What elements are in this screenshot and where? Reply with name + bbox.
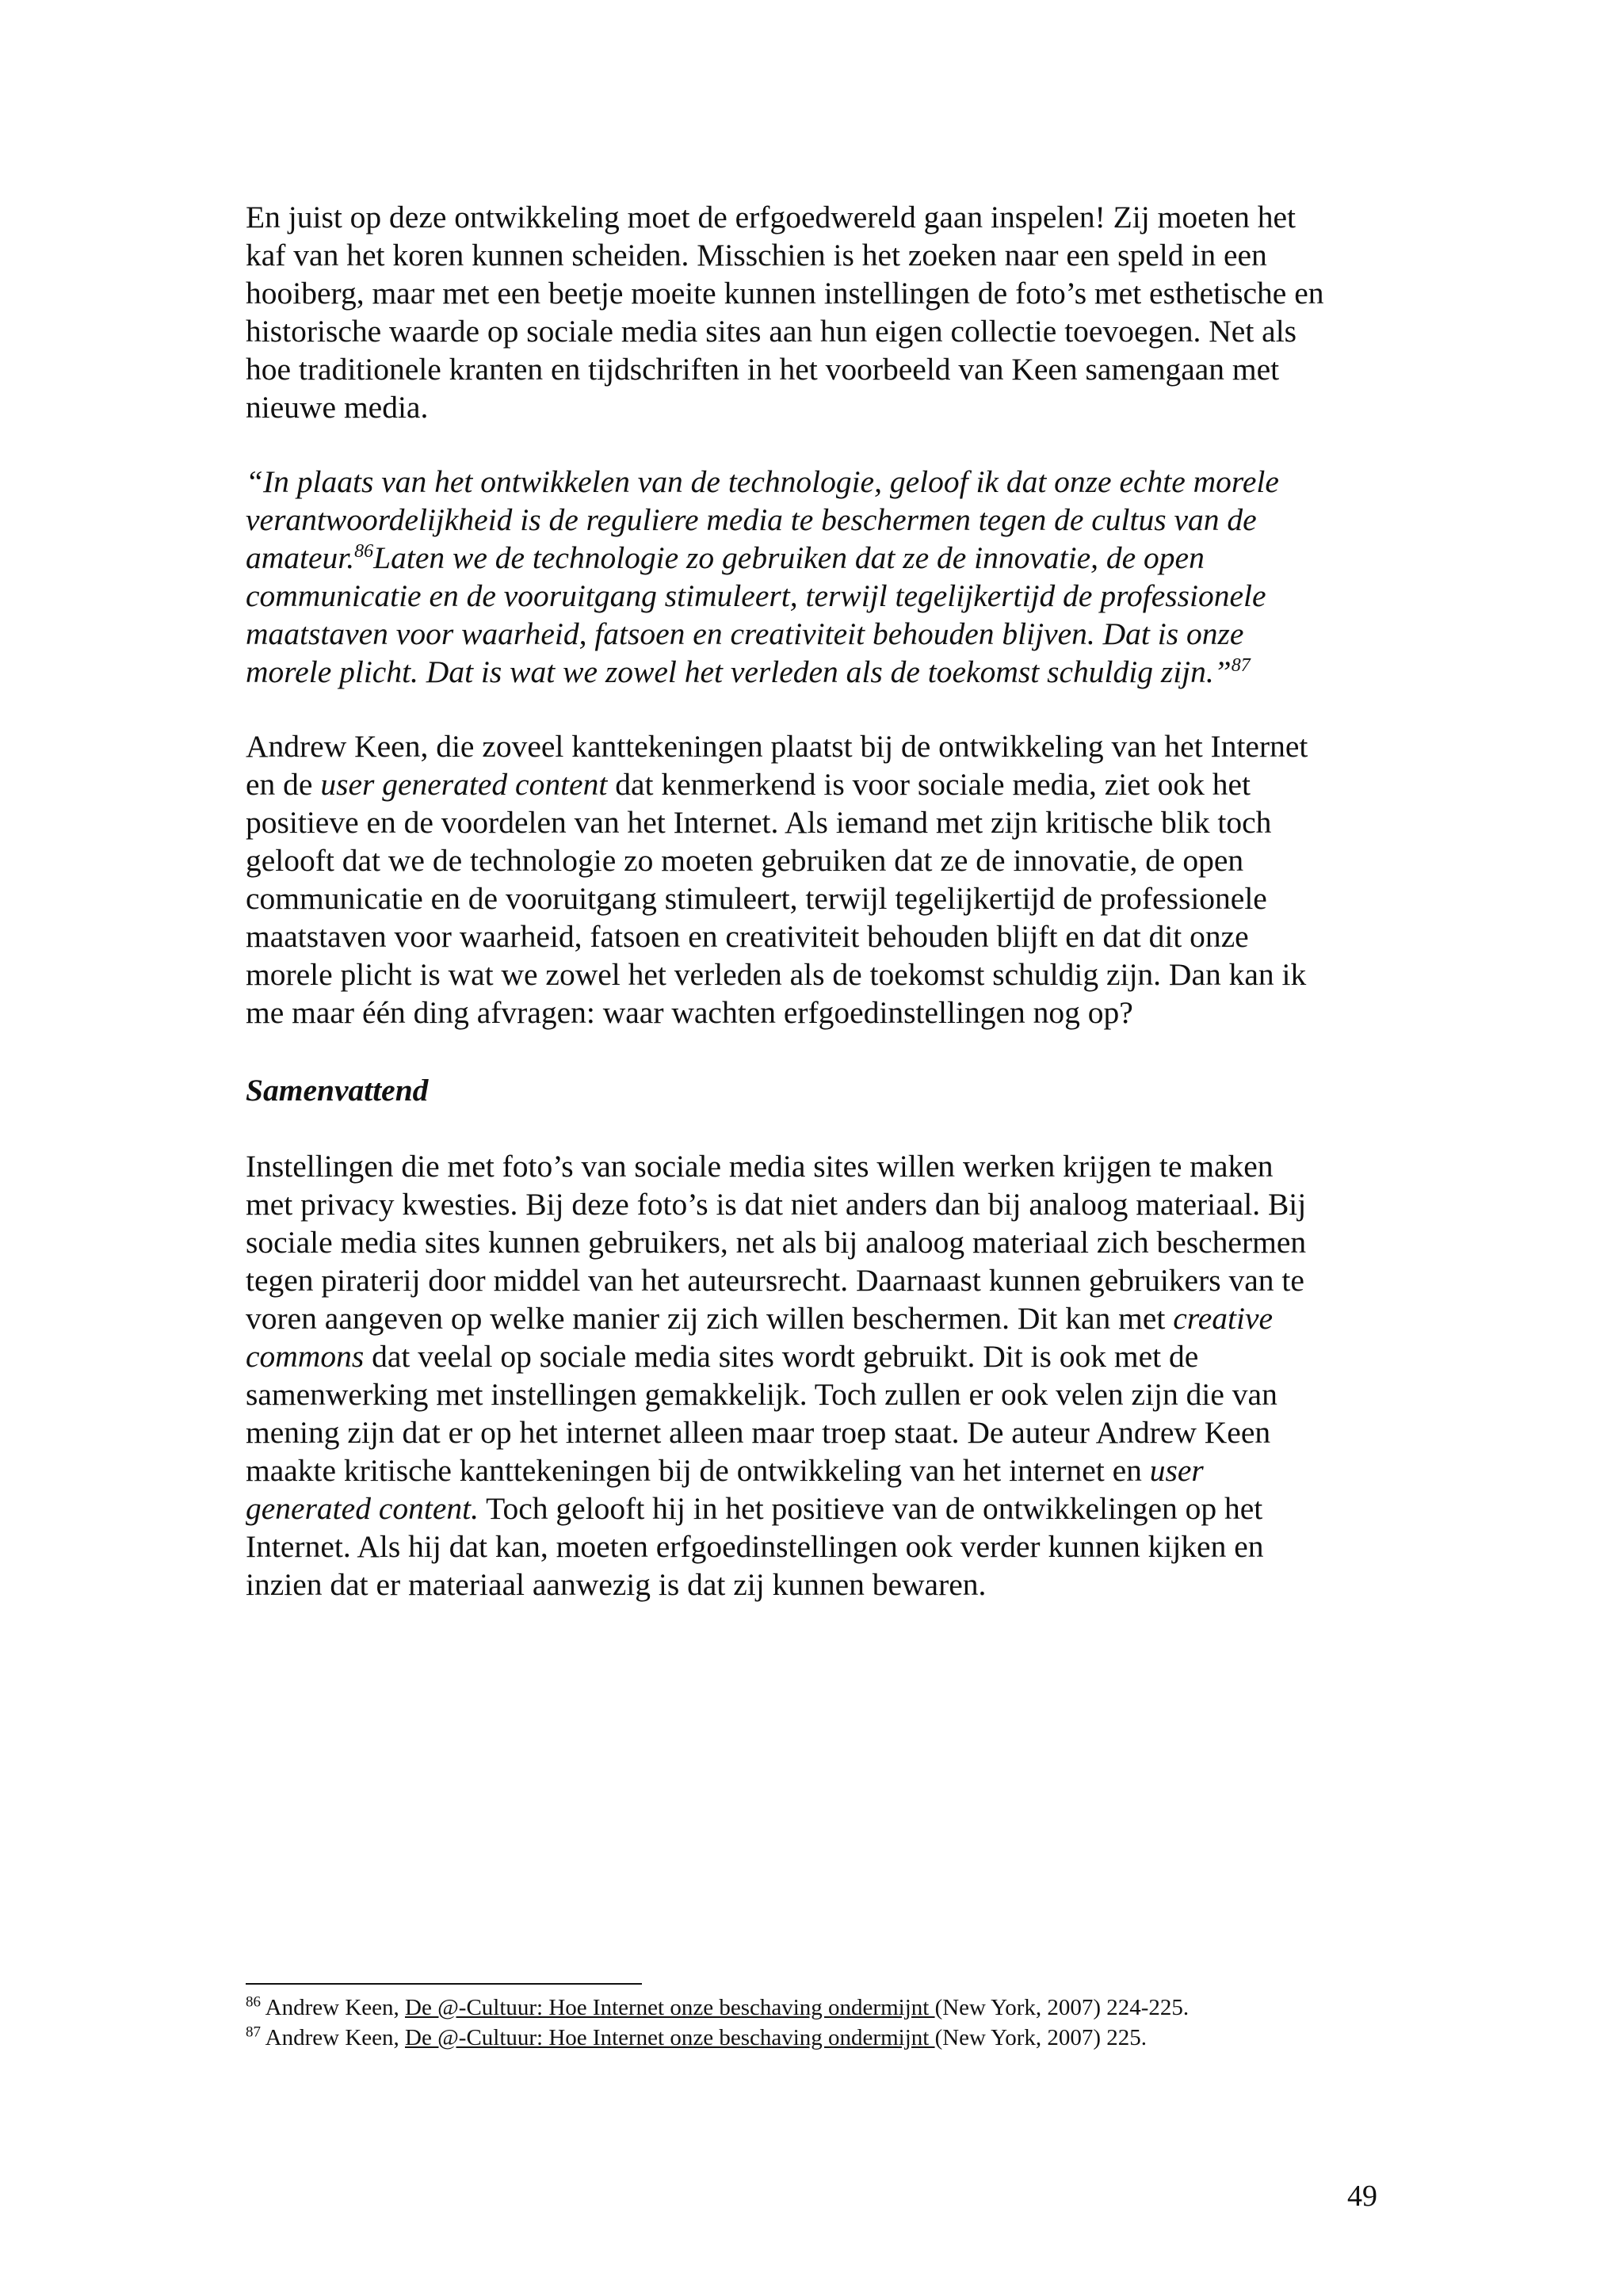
text-line [246,765,1395,803]
footnote-ref-87: 87 [1231,654,1251,676]
footnote-number: 86 [246,1993,261,2011]
text-line: Internet. Als hij dat kan, moeten erfgoedinstellingen ook verder kunnen kijken en [246,1529,1264,1564]
text-run: dat veelal op sociale media sites wordt gebruikt. Dit is ook met de [364,1339,1199,1374]
quote-line [246,653,1395,691]
footnote-separator [246,1983,642,1985]
emphasis-text: creative [1173,1301,1274,1336]
text-line: maatstaven voor waarheid, fatsoen en creativiteit behouden blijft en dat dit onze [246,919,1249,954]
footnote-author: Andrew Keen, [261,2025,406,2050]
quote-line [246,539,1395,577]
text-line: historische waarde op sociale media sites aan hun eigen collectie toevoegen. Net als [246,314,1297,349]
text-line: mening zijn dat er op het internet alleen maar troep staat. De auteur Andrew Keen [246,1415,1271,1450]
text-line: Instellingen die met foto’s van sociale media sites willen werken krijgen te maken [246,1149,1274,1184]
paragraph-intro [246,198,1395,426]
text-line [246,1489,1395,1527]
section-heading: Samenvattend [246,1073,429,1108]
quote-text: morele plicht. Dat is wat we zowel het verleden als de toekomst schuldig zijn.” [246,654,1232,689]
footnote-publication: (New York, 2007) 224-225. [934,1995,1190,2020]
text-line: me maar één ding afvragen: waar wachten erfgoedinstellingen nog op? [246,995,1133,1030]
text-line [246,1451,1395,1489]
text-line: positieve en de voordelen van het Internet. Als iemand met zijn kritische blik toch [246,805,1272,840]
text-line: met privacy kwesties. Bij deze foto’s is dat niet anders dan bij analoog materiaal. Bij [246,1187,1307,1222]
footnote-book-title: De @-Cultuur: Hoe Internet onze beschaving ondermijnt [405,1995,935,2020]
text-line: sociale media sites kunnen gebruikers, net als bij analoog materiaal zich beschermen [246,1225,1307,1260]
footnote-book-title: De @-Cultuur: Hoe Internet onze beschaving ondermijnt [405,2025,935,2050]
footnote-ref-86: 86 [354,540,374,562]
footnote-number: 87 [246,2023,261,2041]
quote-line: communicatie en de vooruitgang stimuleert, terwijl tegelijkertijd de professionele [246,578,1266,613]
quote-text: Laten we de technologie zo gebruiken dat ze de innovatie, de open [373,540,1205,575]
text-line: morele plicht is wat we zowel het verleden als de toekomst schuldig zijn. Dan kan ik [246,957,1307,992]
text-line: hoe traditionele kranten en tijdschriften in het voorbeeld van Keen samengaan met [246,352,1280,387]
quote-text: amateur. [246,540,355,575]
emphasis-text: generated content. [246,1491,479,1526]
footnotes [246,1993,1189,2053]
text-line [246,1299,1395,1337]
text-line: inzien dat er materiaal aanwezig is dat zij kunnen bewaren. [246,1567,987,1602]
block-quote [246,463,1395,691]
footnote-author: Andrew Keen, [261,1995,406,2020]
quote-line: maatstaven voor waarheid, fatsoen en creativiteit behouden blijven. Dat is onze [246,616,1244,651]
footnote-87 [246,2023,1189,2053]
text-run: en de [246,767,321,802]
paragraph-keen [246,727,1395,1032]
footnote-86 [246,1993,1189,2023]
text-run: voren aangeven op welke manier zij zich willen beschermen. Dit kan met [246,1301,1174,1336]
text-line: hooiberg, maar met een beetje moeite kunnen instellingen de foto’s met esthetische en [246,276,1324,311]
text-line: gelooft dat we de technologie zo moeten gebruiken dat ze de innovatie, de open [246,843,1244,878]
page-number: 49 [1347,2180,1377,2213]
quote-line: “In plaats van het ontwikkelen van de technologie, geloof ik dat onze echte morele [246,464,1279,499]
quote-line: verantwoordelijkheid is de reguliere media te beschermen tegen de cultus van de [246,502,1257,537]
emphasis-text: user generated content [320,767,608,802]
paragraph-summary [246,1147,1395,1604]
text-line: communicatie en de vooruitgang stimuleert, terwijl tegelijkertijd de professionele [246,881,1267,916]
text-run: maakte kritische kanttekeningen bij de ontwikkeling van het internet en [246,1453,1150,1488]
text-line: kaf van het koren kunnen scheiden. Misschien is het zoeken naar een speld in een [246,238,1267,273]
emphasis-text: commons [246,1339,365,1374]
text-line: samenwerking met instellingen gemakkelijk. Toch zullen er ook velen zijn die van [246,1377,1277,1412]
text-line: En juist op deze ontwikkeling moet de erfgoedwereld gaan inspelen! Zij moeten het [246,200,1296,235]
text-line [246,1337,1395,1375]
emphasis-text: user [1149,1453,1204,1488]
text-line: Andrew Keen, die zoveel kanttekeningen plaatst bij de ontwikkeling van het Internet [246,729,1308,764]
footnote-publication: (New York, 2007) 225. [934,2025,1148,2050]
text-line: tegen piraterij door middel van het auteursrecht. Daarnaast kunnen gebruikers van te [246,1263,1304,1298]
text-line: nieuwe media. [246,390,429,425]
text-run: dat kenmerkend is voor sociale media, ziet ook het [607,767,1251,802]
text-run: Toch gelooft hij in het positieve van de ontwikkelingen op het [478,1491,1263,1526]
